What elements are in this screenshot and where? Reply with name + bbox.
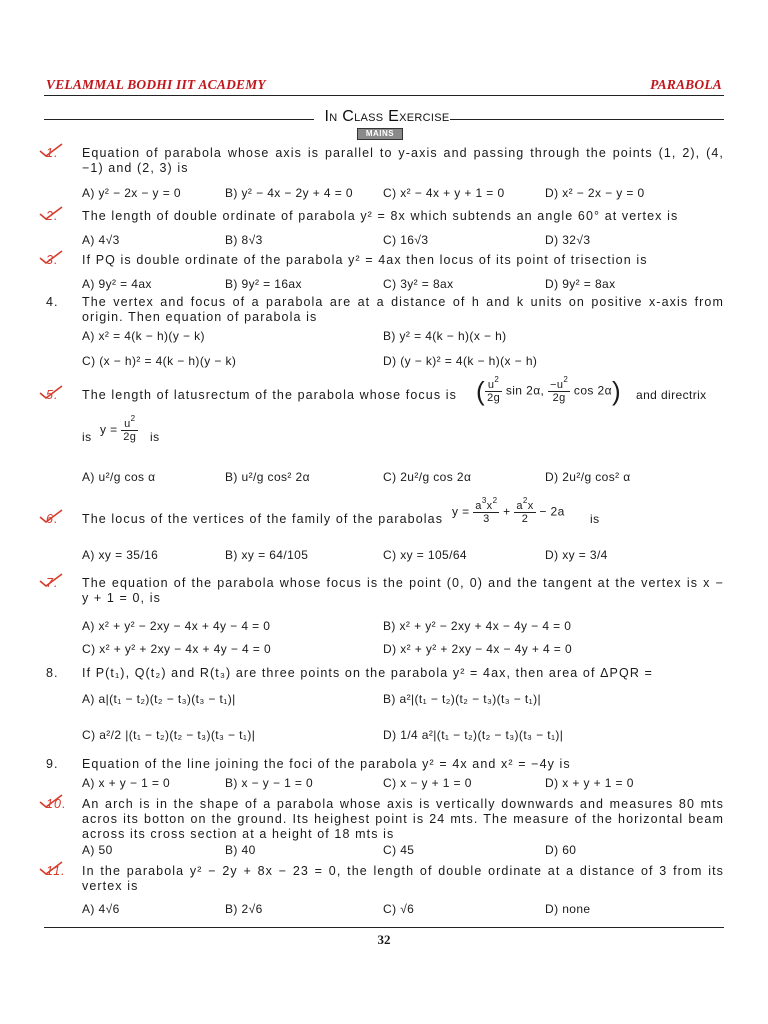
question-text: Equation of the line joining the foci of the parabola y² = 4x and x² = −4y is bbox=[82, 757, 571, 771]
question-text: The vertex and focus of a parabola are at a distance of h and k units on positive x-axis from origin. Then equation of parabola is bbox=[82, 295, 724, 324]
parabola-family-expression: y = $\frac{a^3x^2}{3}$ + $\frac{a^2x}{2}$ − 2a bbox=[452, 496, 565, 525]
question-text-is: is bbox=[590, 512, 600, 526]
option-c: C) x² + y² + 2xy − 4x + 4y − 4 = 0 bbox=[82, 642, 272, 656]
question-text-cont: and directrix bbox=[636, 388, 707, 402]
option-c: C) 2u²/g cos 2α bbox=[383, 470, 472, 484]
option-d: D) 1/4 a²|(t₁ − t₂)(t₂ − t₃)(t₃ − t₁)| bbox=[383, 728, 564, 742]
option-a: A) 50 bbox=[82, 843, 113, 857]
question-number: 2. bbox=[46, 209, 59, 223]
question-text: The locus of the vertices of the family of the parabolas bbox=[82, 512, 444, 526]
heading-rule-right bbox=[450, 119, 724, 120]
option-b: B) 40 bbox=[225, 843, 256, 857]
focus-expression: ( $\frac{u^2}{2g}$ sin 2α, $\frac{-u^2}{2g}$ cos 2α) bbox=[476, 375, 622, 406]
option-b: B) x − y − 1 = 0 bbox=[225, 776, 314, 790]
option-b: B) y² = 4(k − h)(x − h) bbox=[383, 329, 507, 343]
question-number: 5. bbox=[46, 388, 59, 402]
heading-rule-left bbox=[44, 119, 314, 120]
question-text: The equation of the parabola whose focus is the point (0, 0) and the tangent at the vertex is x − y + 1 = 0, is bbox=[82, 576, 724, 605]
question-text: In the parabola y² − 2y + 8x − 23 = 0, the length of double ordinate at a distance of 3 from its vertex is bbox=[82, 864, 724, 893]
option-a: A) x² + y² − 2xy − 4x + 4y − 4 = 0 bbox=[82, 619, 271, 633]
question-number: 11. bbox=[46, 864, 66, 878]
question-text: The length of latusrectum of the parabola whose focus is bbox=[82, 388, 457, 402]
option-a: A) 9y² = 4ax bbox=[82, 277, 152, 291]
question-text-is2: is bbox=[150, 430, 160, 444]
option-c: C) 16√3 bbox=[383, 233, 429, 247]
chapter-title: PARABOLA bbox=[650, 77, 722, 92]
question-text: Equation of parabola whose axis is parallel to y-axis and passing through the points (1, 2), (4, −1) and (2, 3) is bbox=[82, 146, 724, 175]
option-b: B) 2√6 bbox=[225, 902, 263, 916]
question-number: 6. bbox=[46, 512, 59, 526]
option-d: D) none bbox=[545, 902, 591, 916]
option-b: B) u²/g cos² 2α bbox=[225, 470, 310, 484]
option-a: A) u²/g cos α bbox=[82, 470, 156, 484]
option-b: B) xy = 64/105 bbox=[225, 548, 309, 562]
option-a: A) y² − 2x − y = 0 bbox=[82, 186, 181, 200]
option-c: C) x² − 4x + y + 1 = 0 bbox=[383, 186, 505, 200]
option-c: C) 45 bbox=[383, 843, 415, 857]
question-text-is: is bbox=[82, 430, 92, 444]
option-d: D) x² + y² + 2xy − 4x − 4y + 4 = 0 bbox=[383, 642, 573, 656]
red-tick-mark-icon bbox=[38, 385, 64, 399]
option-b: B) 9y² = 16ax bbox=[225, 277, 302, 291]
option-c: C) (x − h)² = 4(k − h)(y − k) bbox=[82, 354, 237, 368]
option-c: C) a²/2 |(t₁ − t₂)(t₂ − t₃)(t₃ − t₁)| bbox=[82, 728, 256, 742]
option-d: D) xy = 3/4 bbox=[545, 548, 608, 562]
option-d: D) x² − 2x − y = 0 bbox=[545, 186, 645, 200]
option-a: A) a|(t₁ − t₂)(t₂ − t₃)(t₃ − t₁)| bbox=[82, 692, 236, 706]
option-c: C) x − y + 1 = 0 bbox=[383, 776, 472, 790]
option-a: A) x² = 4(k − h)(y − k) bbox=[82, 329, 205, 343]
question-number: 3. bbox=[46, 253, 59, 267]
option-b: B) x² + y² − 2xy + 4x − 4y − 4 = 0 bbox=[383, 619, 572, 633]
header-rule bbox=[44, 95, 724, 96]
mains-badge: MAINS bbox=[357, 128, 403, 140]
option-d: D) 32√3 bbox=[545, 233, 591, 247]
option-c: C) xy = 105/64 bbox=[383, 548, 467, 562]
question-text: An arch is in the shape of a parabola whose axis is vertically downwards and measures 80 mts acros its botton on the ground. Its heighest point is 24 mts. The measure of the horizontal beam across its cross section at a height of 18 mts is bbox=[82, 797, 724, 841]
option-d: D) (y − k)² = 4(k − h)(x − h) bbox=[383, 354, 538, 368]
option-d: D) x + y + 1 = 0 bbox=[545, 776, 634, 790]
section-title: In Class Exercise bbox=[324, 108, 450, 125]
page-number: 32 bbox=[377, 932, 391, 947]
section-heading bbox=[44, 108, 724, 128]
option-a: A) xy = 35/16 bbox=[82, 548, 159, 562]
question-text: If PQ is double ordinate of the parabola y² = 4ax then locus of its point of trisection is bbox=[82, 253, 648, 267]
option-b: B) 8√3 bbox=[225, 233, 263, 247]
academy-name: VELAMMAL BODHI IIT ACADEMY bbox=[46, 77, 266, 92]
option-d: D) 2u²/g cos² α bbox=[545, 470, 631, 484]
option-a: A) 4√6 bbox=[82, 902, 120, 916]
question-number: 7. bbox=[46, 576, 59, 590]
red-tick-mark-icon bbox=[38, 206, 64, 220]
question-number: 4. bbox=[46, 295, 59, 309]
question-number: 1. bbox=[46, 146, 59, 160]
red-tick-mark-icon bbox=[38, 509, 64, 523]
option-b: B) a²|(t₁ − t₂)(t₂ − t₃)(t₃ − t₁)| bbox=[383, 692, 542, 706]
red-tick-mark-icon bbox=[38, 143, 64, 157]
option-a: A) 4√3 bbox=[82, 233, 120, 247]
red-tick-mark-icon bbox=[38, 794, 64, 808]
directrix-expression: y = $\frac{u^2}{2g}$ bbox=[100, 414, 137, 443]
option-d: D) 9y² = 8ax bbox=[545, 277, 616, 291]
question-number: 9. bbox=[46, 757, 59, 771]
option-a: A) x + y − 1 = 0 bbox=[82, 776, 171, 790]
red-tick-mark-icon bbox=[38, 861, 64, 875]
question-number: 10. bbox=[46, 797, 67, 811]
footer-rule bbox=[44, 927, 724, 928]
question-number: 8. bbox=[46, 666, 59, 680]
option-d: D) 60 bbox=[545, 843, 577, 857]
red-tick-mark-icon bbox=[38, 250, 64, 264]
option-c: C) 3y² = 8ax bbox=[383, 277, 454, 291]
question-text: If P(t₁), Q(t₂) and R(t₃) are three points on the parabola y² = 4ax, then area of ΔPQR = bbox=[82, 666, 653, 680]
option-b: B) y² − 4x − 2y + 4 = 0 bbox=[225, 186, 353, 200]
option-c: C) √6 bbox=[383, 902, 415, 916]
question-text: The length of double ordinate of parabola y² = 8x which subtends an angle 60° at vertex is bbox=[82, 209, 679, 223]
red-tick-mark-icon bbox=[38, 573, 64, 587]
